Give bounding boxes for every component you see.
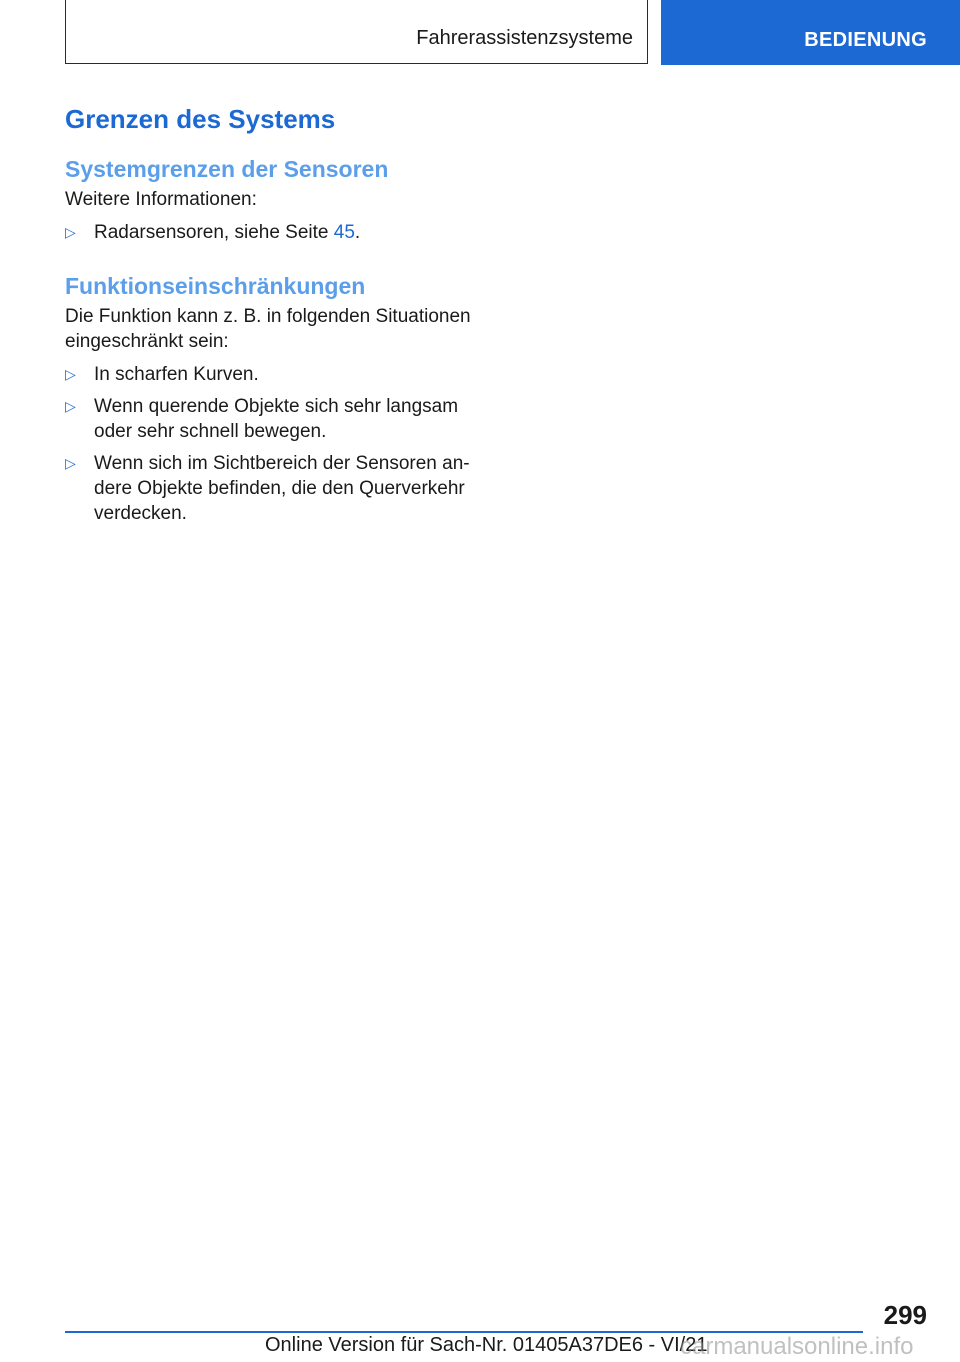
list-item-suffix: . [354, 222, 361, 243]
page-reference-link[interactable]: 45 [333, 222, 355, 243]
list-item-text: Wenn sich im Sichtbereich der Sensoren andere Objekte befinden, die den Querverkehr verdecken. [94, 453, 470, 524]
triangle-bullet-icon: ▷ [65, 366, 76, 382]
watermark: carmanualsonline.info [680, 1333, 914, 1360]
triangle-bullet-icon: ▷ [65, 455, 76, 471]
header-chapter-tab [661, 0, 960, 65]
section-heading-funktionseinschraenkungen: Funktionseinschränkungen [65, 273, 366, 299]
list-item [65, 362, 485, 387]
list-item [65, 394, 485, 444]
triangle-bullet-icon: ▷ [65, 224, 76, 240]
footer-online-version: Online Version für Sach-Nr. 01405A37DE6 - VI/21 [265, 1334, 708, 1356]
header-chapter-label: BEDIENUNG [804, 29, 927, 51]
list-item-text: Radarsensoren, siehe Seite [94, 222, 334, 243]
list-systemgrenzen [65, 220, 485, 245]
header-section-box [65, 0, 648, 64]
page-number: 299 [883, 1300, 927, 1330]
page-title: Grenzen des Systems [65, 104, 336, 134]
list-item [65, 220, 485, 245]
triangle-bullet-icon: ▷ [65, 398, 76, 414]
list-item [65, 451, 485, 526]
list-funktionseinschraenkungen [65, 362, 485, 526]
section-intro-funktionseinschraenkungen: Die Funktion kann z. B. in folgenden Situationen eingeschränkt sein: [65, 306, 471, 352]
list-item-text: Wenn querende Objekte sich sehr langsam oder sehr schnell bewegen. [94, 396, 459, 442]
list-item-text: In scharfen Kurven. [94, 364, 259, 385]
section-intro-systemgrenzen: Weitere Informationen: [65, 189, 257, 210]
header-section-title: Fahrerassistenzsysteme [416, 27, 633, 49]
page-content [65, 100, 485, 526]
section-heading-systemgrenzen: Systemgrenzen der Sensoren [65, 156, 389, 182]
